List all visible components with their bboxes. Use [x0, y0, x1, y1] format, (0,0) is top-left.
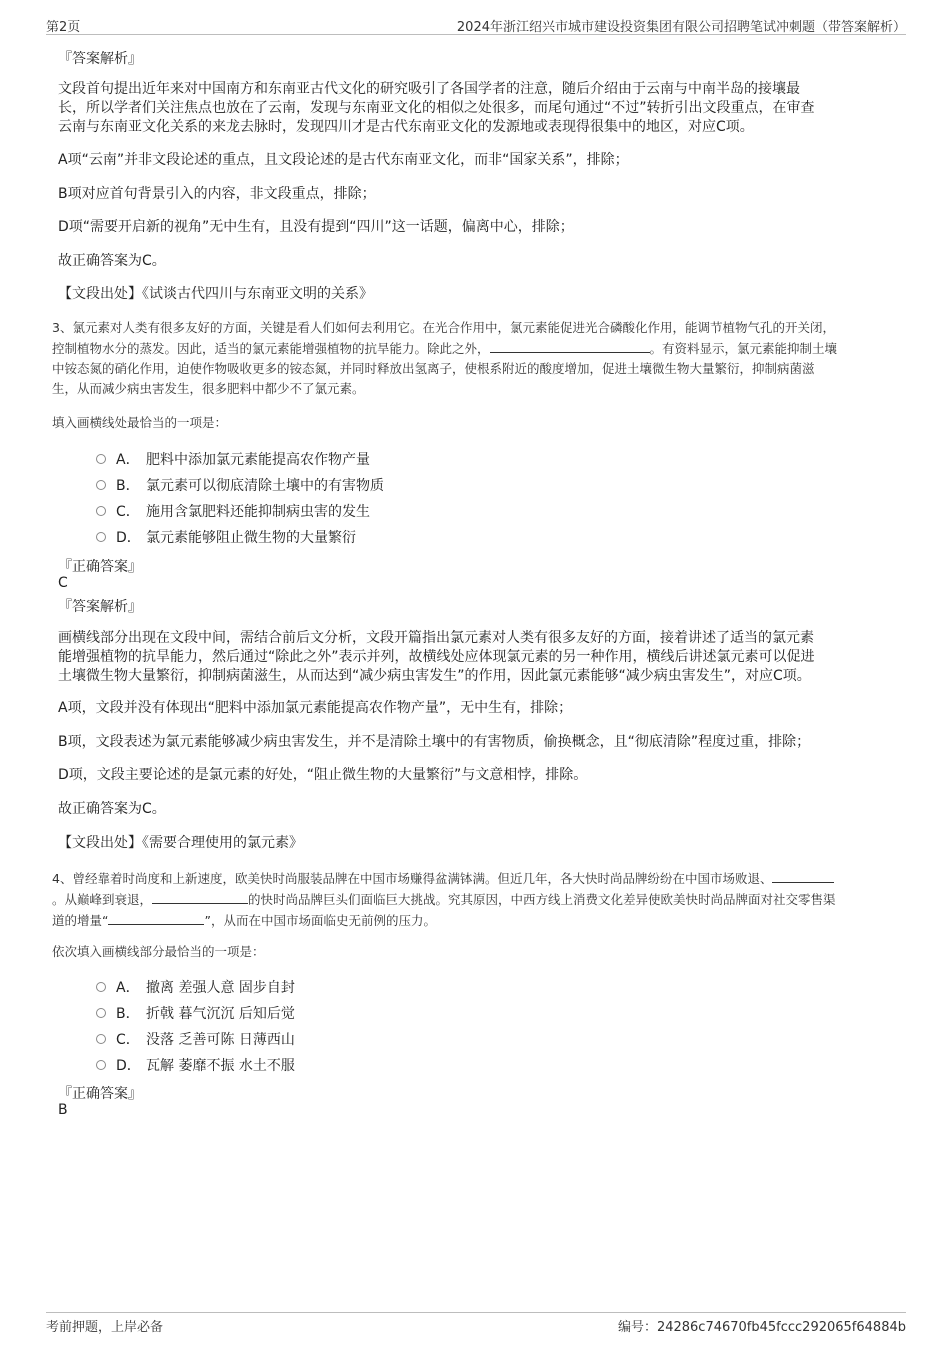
page-footer: [46, 1312, 906, 1339]
question-prompt: 填入画横线处最恰当的一项是：: [52, 415, 228, 430]
page-header: [46, 12, 906, 35]
radio-icon[interactable]: [96, 480, 106, 490]
conclusion: 故正确答案为C。: [58, 253, 166, 269]
document-id: 编号：24286c74670fb45fccc292065f64884b: [617, 1320, 906, 1335]
radio-icon[interactable]: [96, 454, 106, 464]
option-d[interactable]: D． 瓦解 萎靡不振 水土不服: [96, 1055, 295, 1075]
answer-blank: [152, 889, 248, 904]
analysis-line: 文段首句提出近年来对中国南方和东南亚古代文化的研究吸引了各国学者的注意，随后介绍由于云南与中南半岛的接壤最: [58, 81, 800, 97]
option-d[interactable]: D． 氯元素能够阻止微生物的大量繁衍: [96, 527, 356, 547]
source-citation: 【文段出处】《试谈古代四川与东南亚文明的关系》: [58, 286, 373, 302]
option-d-analysis: D项“需要开启新的视角”无中生有，且没有提到“四川”这一话题，偏离中心，排除；: [58, 219, 574, 235]
option-b-analysis: B项对应首句背景引入的内容，非文段重点，排除；: [58, 186, 376, 202]
option-c[interactable]: C． 没落 乏善可陈 日薄西山: [96, 1029, 295, 1049]
analysis-line: 长，所以学者们关注焦点也放在了云南，发现与东南亚文化的相似之处很多，而尾句通过“不过”转折引出文段重点，在审查: [58, 100, 815, 116]
question-line: 。从巅峰到衰退， 的快时尚品牌巨头们面临巨大挑战。究其原因，中西方线上消费文化差异使欧美快时尚品牌面对社交零售渠: [52, 889, 912, 910]
option-a-analysis: A项，文段并没有体现出“肥料中添加氯元素能提高农作物产量”，无中生有，排除；: [58, 700, 573, 716]
radio-icon[interactable]: [96, 532, 106, 542]
answer-blank: [490, 338, 650, 353]
option-b-analysis: B项，文段表述为氯元素能够减少病虫害发生，并不是清除土壤中的有害物质，偷换概念，且“彻底清除”程度过重，排除；: [58, 734, 811, 750]
radio-icon[interactable]: [96, 1008, 106, 1018]
question-line: 中铵态氮的硝化作用，迫使作物吸收更多的铵态氮，并同时释放出氢离子，使根系附近的酸度增加，促进土壤微生物大量繁衍，抑制病菌滋: [52, 361, 815, 376]
option-b[interactable]: B． 氯元素可以彻底清除土壤中的有害物质: [96, 475, 384, 495]
question-line: 控制植物水分的蒸发。因此，适当的氯元素能增强植物的抗旱能力。除此之外， 。有资料显示，氯元素能抑制土壤: [52, 338, 912, 359]
answer-blank: [772, 868, 834, 883]
document-title: 2024年浙江绍兴市城市建设投资集团有限公司招聘笔试冲刺题（带答案解析）: [456, 20, 906, 35]
page-number: 第2页: [46, 20, 81, 35]
question-line: 4、曾经靠着时尚度和上新速度，欧美快时尚服装品牌在中国市场赚得盆满钵满。但近几年，各大快时尚品牌纷纷在中国市场败退、: [52, 868, 912, 889]
analysis-paragraph: [58, 80, 898, 137]
radio-icon[interactable]: [96, 982, 106, 992]
option-a[interactable]: A． 肥料中添加氯元素能提高农作物产量: [96, 449, 370, 469]
correct-answer-label: 『正确答案』: [58, 1086, 142, 1102]
radio-icon[interactable]: [96, 1034, 106, 1044]
source-citation: 【文段出处】《需要合理使用的氯元素》: [58, 835, 303, 851]
radio-icon[interactable]: [96, 506, 106, 516]
analysis-line: 能增强植物的抗旱能力，然后通过“除此之外”表示并列，故横线处应体现氯元素的另一种作用，横线后讲述氯元素可以促进: [58, 649, 815, 665]
correct-answer: C: [58, 575, 68, 591]
question-line: 道的增量“ ”，从而在中国市场面临史无前例的压力。: [52, 910, 912, 931]
question-3-stem: [52, 318, 912, 399]
radio-icon[interactable]: [96, 1060, 106, 1070]
option-a-analysis: A项“云南”并非文段论述的重点，且文段论述的是古代东南亚文化，而非“国家关系”，排除；: [58, 152, 629, 168]
question-line: 生，从而减少病虫害发生，很多肥料中都少不了氯元素。: [52, 381, 365, 396]
answer-blank: [108, 910, 204, 925]
analysis-line: 云南与东南亚文化关系的来龙去脉时，发现四川才是古代东南亚文化的发源地或表现得很集中的地区，对应C项。: [58, 119, 754, 135]
correct-answer: B: [58, 1102, 68, 1118]
analysis-label: 『答案解析』: [58, 599, 142, 615]
conclusion: 故正确答案为C。: [58, 801, 166, 817]
correct-answer-label: 『正确答案』: [58, 559, 142, 575]
option-d-analysis: D项，文段主要论述的是氯元素的好处，“阻止微生物的大量繁衍”与文意相悖，排除。: [58, 767, 588, 783]
analysis-line: 土壤微生物大量繁衍，抑制病菌滋生，从而达到“减少病虫害发生”的作用，因此氯元素能够“减少病虫害发生”，对应C项。: [58, 668, 811, 684]
question-4-stem: [52, 868, 912, 931]
option-a[interactable]: A． 撤离 差强人意 固步自封: [96, 977, 295, 997]
question-prompt: 依次填入画横线部分最恰当的一项是：: [52, 944, 265, 959]
option-c[interactable]: C． 施用含氯肥料还能抑制病虫害的发生: [96, 501, 370, 521]
analysis-label: 『答案解析』: [58, 51, 142, 67]
question-line: 3、氯元素对人类有很多友好的方面，关键是看人们如何去利用它。在光合作用中，氯元素能促进光合磷酸化作用，能调节植物气孔的开关闭，: [52, 320, 835, 335]
footer-slogan: 考前押题，上岸必备: [46, 1320, 164, 1335]
option-b[interactable]: B． 折戟 暮气沉沉 后知后觉: [96, 1003, 295, 1023]
analysis-line: 画横线部分出现在文段中间，需结合前后文分析，文段开篇指出氯元素对人类有很多友好的方面，接着讲述了适当的氯元素: [58, 630, 814, 646]
analysis-paragraph: [58, 629, 903, 686]
